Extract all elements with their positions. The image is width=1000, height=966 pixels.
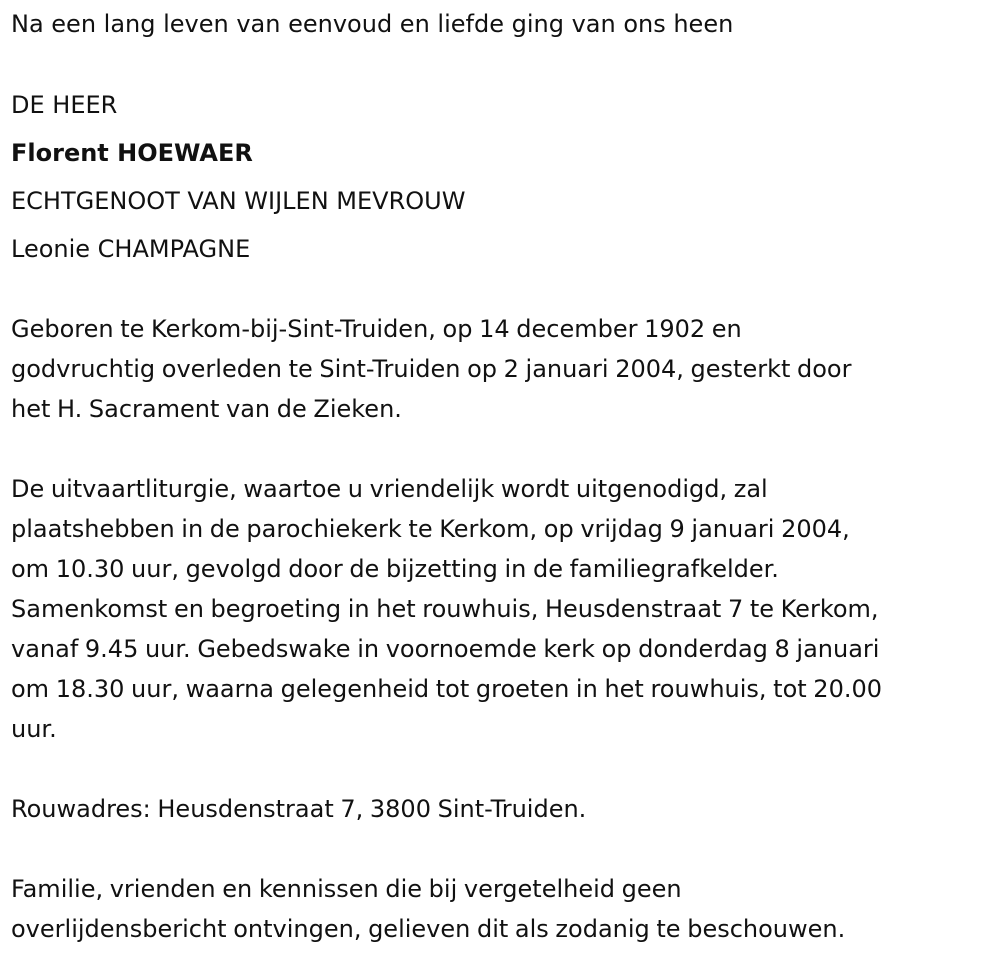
deceased-name: Florent HOEWAER — [11, 139, 253, 167]
closing-line: overlijdensbericht ontvingen, gelieven dit als zodanig te beschouwen. — [11, 915, 846, 943]
funeral-line: om 18.30 uur, waarna gelegenheid tot groeten in het rouwhuis, tot 20.00 — [11, 675, 883, 703]
funeral-line: Samenkomst en begroeting in het rouwhuis, Heusdenstraat 7 te Kerkom, — [11, 595, 879, 623]
mourning-address — [11, 789, 996, 829]
funeral-line: om 10.30 uur, gevolgd door de bijzetting in de familiegrafkelder. — [11, 555, 779, 583]
funeral-line: plaatshebben in de parochiekerk te Kerkom, op vrijdag 9 januari 2004, — [11, 515, 850, 543]
birth-line: Geboren te Kerkom-bij-Sint-Truiden, op 14 december 1902 en — [11, 315, 742, 343]
funeral-line: De uitvaartliturgie, waartoe u vriendelijk wordt uitgenodigd, zal — [11, 475, 768, 503]
funeral-paragraph — [11, 469, 996, 749]
birth-death-paragraph — [11, 309, 996, 429]
spouse-name: Leonie CHAMPAGNE — [11, 235, 251, 263]
funeral-line: vanaf 9.45 uur. Gebedswake in voornoemde kerk op donderdag 8 januari — [11, 635, 880, 663]
closing-paragraph — [11, 869, 996, 949]
intro-text: Na een lang leven van eenvoud en liefde ging van ons heen — [11, 10, 734, 38]
address-line: Rouwadres: Heusdenstraat 7, 3800 Sint-Truiden. — [11, 795, 587, 823]
closing-line: Familie, vrienden en kennissen die bij vergetelheid geen — [11, 875, 682, 903]
spouse-label: ECHTGENOOT VAN WIJLEN MEVROUW — [11, 187, 466, 215]
funeral-line: uur. — [11, 715, 57, 743]
birth-line: godvruchtig overleden te Sint-Truiden op 2 januari 2004, gesterkt door — [11, 355, 852, 383]
honorific-title: DE HEER — [11, 91, 118, 119]
birth-line: het H. Sacrament van de Zieken. — [11, 395, 402, 423]
